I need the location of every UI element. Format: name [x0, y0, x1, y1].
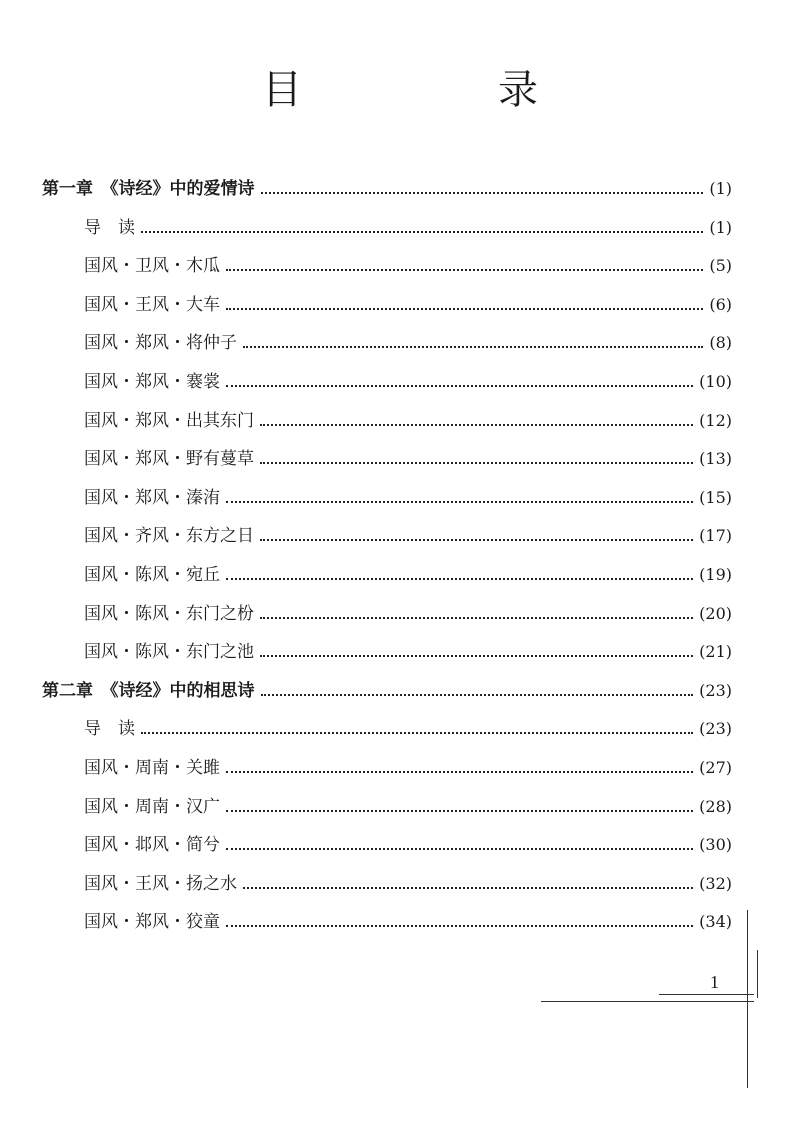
dot-leader [243, 346, 703, 348]
toc-page-number: (32) [699, 873, 732, 893]
dot-leader [260, 462, 693, 464]
toc-page-number: (12) [699, 410, 732, 430]
page-number: 1 [710, 972, 719, 992]
toc-page-number: (1) [709, 217, 732, 237]
toc-page-number: (1) [709, 179, 732, 198]
toc-entry[interactable] [84, 633, 732, 671]
toc-page-number: (20) [699, 603, 732, 623]
dot-leader [226, 501, 693, 503]
toc-title: 国风・齐风・东方之日 [84, 526, 254, 547]
toc-entry[interactable] [84, 556, 732, 594]
toc-entry[interactable] [84, 595, 732, 633]
dot-leader [226, 771, 693, 773]
toc-entry[interactable] [84, 710, 732, 748]
dot-leader [226, 269, 703, 271]
toc-title: 国风・陈风・东门之枌 [84, 603, 254, 624]
toc-page-number: (8) [709, 333, 732, 353]
dot-leader [226, 578, 693, 580]
dot-leader [260, 655, 693, 657]
toc-page-number: (15) [699, 487, 732, 507]
toc-page-number: (17) [699, 526, 732, 546]
toc-entry[interactable] [84, 440, 732, 478]
toc-page-number: (23) [699, 680, 732, 700]
toc-page-number: (28) [699, 796, 732, 816]
toc-title: 国风・王风・大车 [84, 294, 220, 315]
toc-title: 国风・陈风・宛丘 [84, 565, 220, 585]
corner-rule-long [541, 1001, 754, 1002]
toc-title: 第一章 《诗经》中的爱情诗 [42, 179, 255, 199]
toc-title: 国风・郑风・将仲子 [84, 333, 237, 354]
toc-title: 国风・郑风・出其东门 [84, 410, 254, 431]
toc-page-number: (19) [699, 565, 732, 584]
dot-leader [226, 385, 693, 387]
toc-title: 国风・郑风・溱洧 [84, 487, 220, 508]
corner-rule-vertical-short [757, 950, 758, 998]
toc-page-number: (27) [699, 758, 732, 777]
toc-page-number: (5) [709, 256, 732, 276]
page-title: 目 录 [262, 67, 616, 113]
toc-page-number: (23) [699, 719, 732, 739]
toc-entry[interactable] [84, 324, 732, 362]
toc-title: 国风・卫风・木瓜 [84, 256, 220, 277]
toc-entry[interactable] [84, 903, 732, 941]
toc-page-number: (30) [699, 835, 732, 855]
toc-chapter-1[interactable] [42, 170, 732, 208]
dot-leader [261, 694, 694, 696]
toc-title: 第二章 《诗经》中的相思诗 [42, 680, 255, 701]
dot-leader [260, 539, 693, 541]
toc-page-number: (10) [699, 372, 732, 391]
toc-entry[interactable] [84, 517, 732, 555]
dot-leader [260, 617, 693, 619]
toc-title: 国风・邶风・简兮 [84, 835, 220, 856]
dot-leader [226, 925, 693, 927]
toc-entry[interactable] [84, 749, 732, 787]
toc-entry[interactable] [84, 247, 732, 285]
toc-title: 国风・周南・汉广 [84, 796, 220, 817]
toc-title: 国风・郑风・野有蔓草 [84, 449, 254, 470]
dot-leader [226, 810, 693, 812]
toc-entry[interactable] [84, 363, 732, 401]
toc-page-number: (21) [699, 642, 732, 662]
toc-title: 国风・王风・扬之水 [84, 873, 237, 894]
dot-leader [261, 192, 704, 194]
dot-leader [260, 424, 693, 426]
toc-entry[interactable] [84, 865, 732, 903]
dot-leader [141, 231, 703, 233]
toc-entry[interactable] [84, 286, 732, 324]
dot-leader [243, 887, 693, 889]
toc-page-number: (13) [699, 449, 732, 469]
toc-title: 国风・陈风・东门之池 [84, 642, 254, 663]
toc-chapter-2[interactable] [42, 672, 732, 710]
toc-title: 国风・郑风・狡童 [84, 912, 220, 933]
corner-rule-vertical-long [747, 910, 748, 1088]
toc-title: 导 读 [84, 719, 135, 740]
toc-entry[interactable] [84, 402, 732, 440]
dot-leader [226, 308, 703, 310]
dot-leader [141, 732, 693, 734]
toc-entry[interactable] [84, 788, 732, 826]
toc-title: 国风・郑风・褰裳 [84, 372, 220, 392]
toc-page-number: (6) [709, 294, 732, 314]
toc-page-number: (34) [699, 912, 732, 932]
toc-title: 国风・周南・关雎 [84, 758, 220, 778]
dot-leader [226, 848, 693, 850]
toc-entry[interactable] [84, 209, 732, 247]
toc-entry[interactable] [84, 826, 732, 864]
corner-rule-short [659, 994, 754, 995]
toc-title: 导 读 [84, 217, 135, 238]
toc-entry[interactable] [84, 479, 732, 517]
